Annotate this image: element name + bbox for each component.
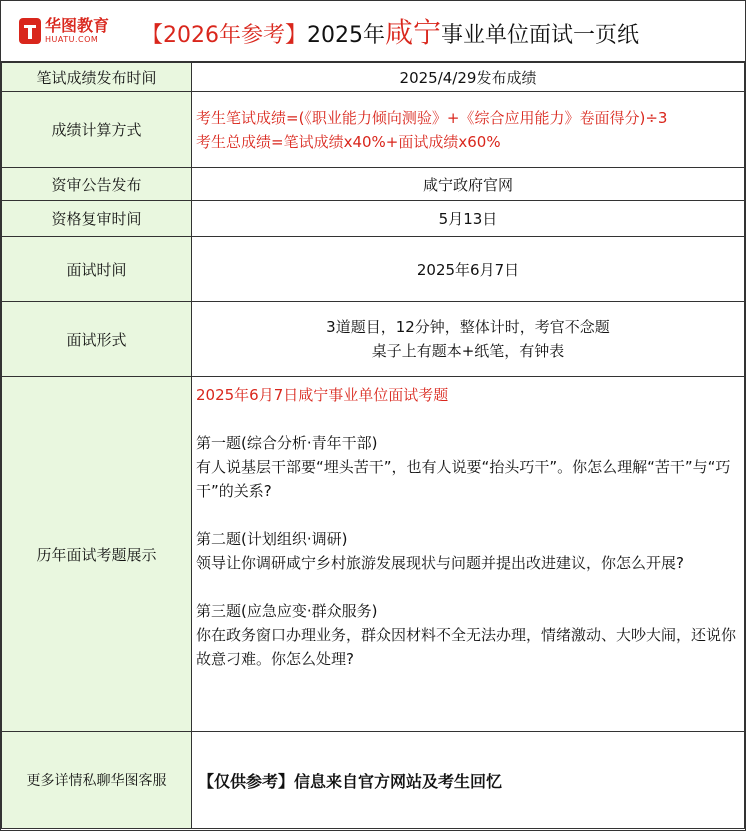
row-value	[192, 302, 745, 377]
row-value: 【仅供参考】信息来自官方网站及考生回忆	[192, 732, 745, 829]
logo-domain: HUATU.COM	[45, 35, 99, 44]
score-formula-written: 考生笔试成绩=(《职业能力倾向测验》+《综合应用能力》卷面得分)÷3	[196, 108, 668, 127]
question-title: 第三题(应急应变·群众服务)	[196, 602, 378, 620]
huatu-logo-icon	[19, 18, 41, 44]
row-label: 成绩计算方式	[2, 92, 192, 168]
score-formula-total: 考生总成绩=笔试成绩x40%+面试成绩x60%	[196, 132, 501, 151]
interview-form-line: 桌子上有题本+纸笔，有钟表	[371, 342, 565, 360]
row-label: 面试时间	[2, 237, 192, 302]
title-year: 2025年	[307, 23, 385, 48]
row-label: 更多详情私聊华图客服	[2, 732, 192, 829]
row-label: 历年面试考题展示	[2, 377, 192, 732]
row-review-time	[2, 201, 745, 237]
title-rest: 事业单位面试一页纸	[441, 23, 640, 48]
row-interview-form	[2, 302, 745, 377]
question-text: 你在政务窗口办理业务，群众因材料不全无法办理，情绪激动、大吵大闹，还说你故意刁难。你怎么处理?	[196, 626, 737, 668]
row-interview-time	[2, 237, 745, 302]
question-title: 第二题(计划组织·调研)	[196, 530, 348, 548]
row-label: 笔试成绩发布时间	[2, 63, 192, 92]
row-label: 资审公告发布	[2, 168, 192, 201]
row-score-method	[2, 92, 745, 168]
row-value: 2025年6月7日	[192, 237, 745, 302]
title-tag: 【2026年参考】	[141, 23, 307, 48]
row-value: 2025/4/29发布成绩	[192, 63, 745, 92]
interview-form-line: 3道题目，12分钟，整体计时，考官不念题	[326, 318, 610, 336]
questions-heading: 2025年6月7日咸宁事业单位面试考题	[196, 386, 449, 404]
row-past-questions	[2, 377, 745, 732]
questions-block	[192, 377, 744, 679]
title-city: 咸宁	[385, 16, 442, 49]
row-value	[192, 377, 745, 732]
question-text: 有人说基层干部要“埋头苦干”，也有人说要“抬头巧干”。你怎么理解“苦干”与“巧干”的关系?	[196, 458, 731, 500]
row-written-release	[2, 63, 745, 92]
page-title	[141, 11, 639, 51]
row-review-notice	[2, 168, 745, 201]
row-value: 咸宁政府官网	[192, 168, 745, 201]
row-value	[192, 92, 745, 168]
row-more-info	[2, 732, 745, 829]
question-text: 领导让你调研咸宁乡村旅游发展现状与问题并提出改进建议，你怎么开展?	[196, 554, 684, 572]
huatu-logo	[19, 11, 129, 51]
row-value: 5月13日	[192, 201, 745, 237]
info-table	[1, 62, 745, 829]
row-label: 资格复审时间	[2, 201, 192, 237]
question-title: 第一题(综合分析·青年干部)	[196, 434, 378, 452]
header	[1, 1, 745, 62]
row-label: 面试形式	[2, 302, 192, 377]
logo-name: 华图教育	[45, 16, 110, 35]
